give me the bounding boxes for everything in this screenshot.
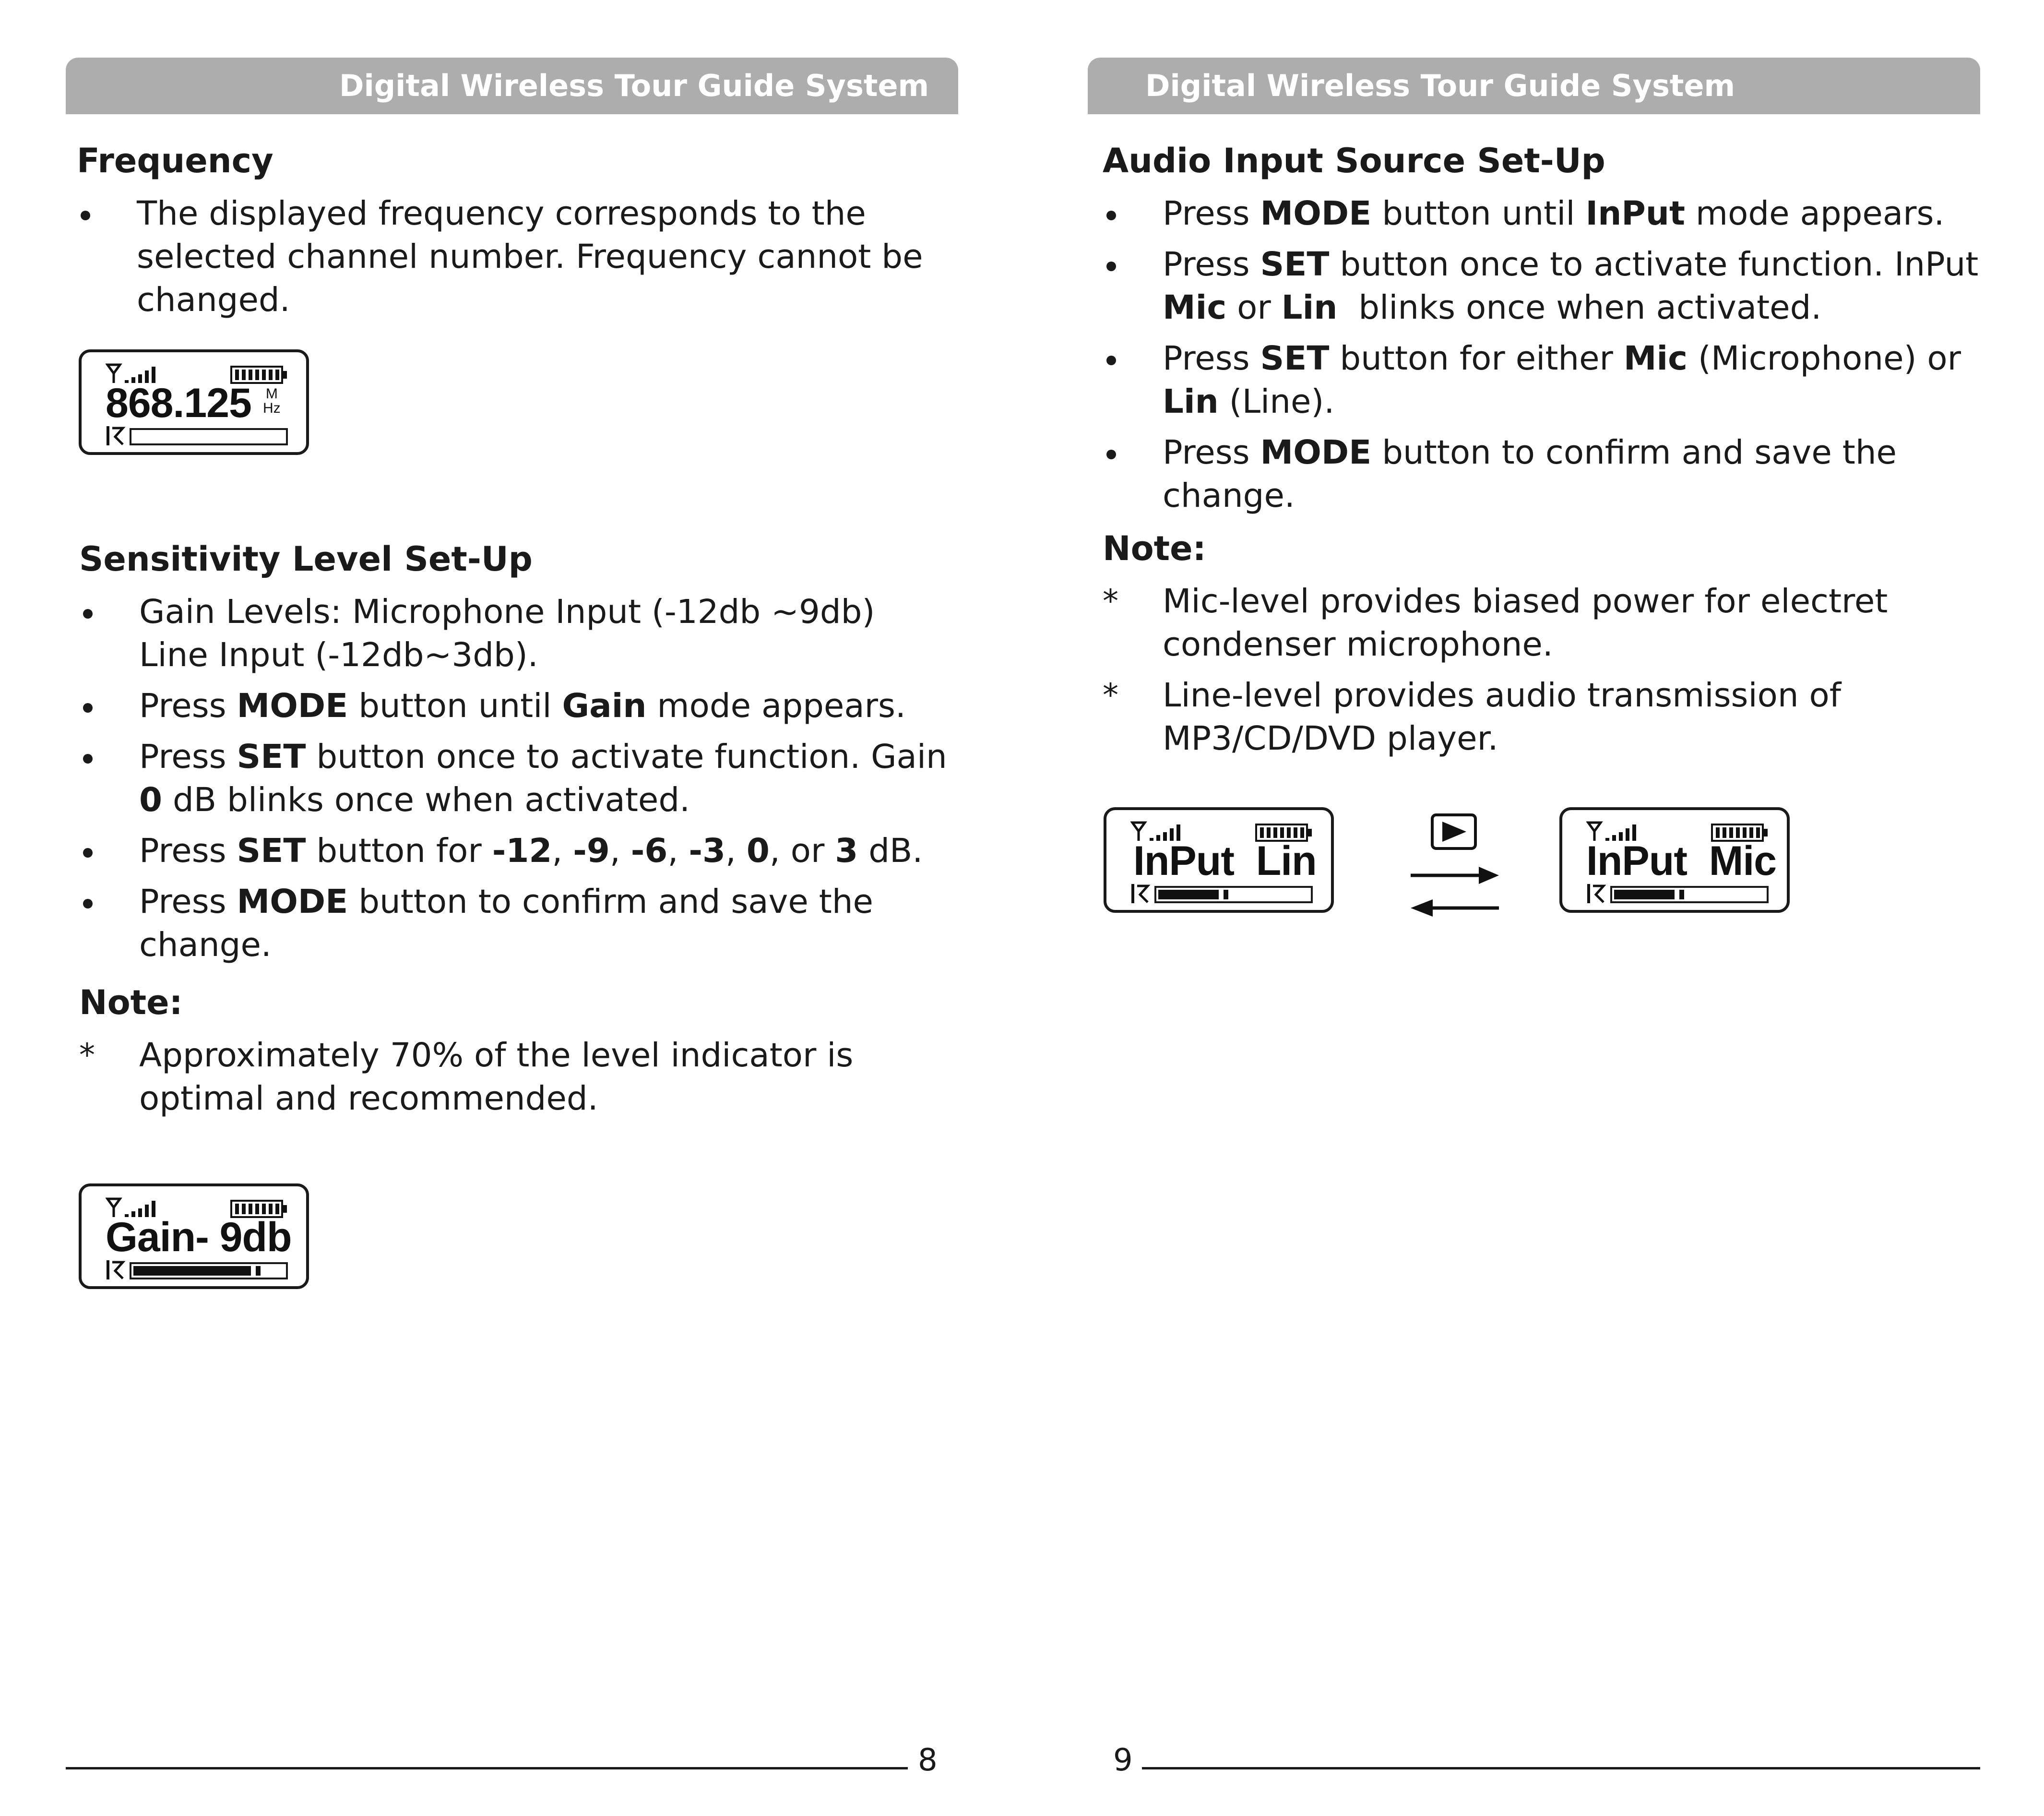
bullet-icon xyxy=(1106,356,1116,365)
sensitivity-bullet-set-activate: Press SET button once to activate function. Gain 0 dB blinks once when activated. xyxy=(79,735,972,822)
footer-rule xyxy=(66,1767,908,1769)
level-bar xyxy=(1154,886,1313,903)
gain-display xyxy=(79,1183,309,1289)
sensitivity-bullet-gain-levels: Gain Levels: Microphone Input (-12db ~9db) Line Input (-12db~3db). xyxy=(79,590,972,677)
page-header: Digital Wireless Tour Guide System xyxy=(66,58,958,114)
bullet-icon xyxy=(81,211,90,220)
level-meter-icon xyxy=(106,1259,126,1280)
frequency-display xyxy=(79,349,309,455)
sensitivity-section xyxy=(79,538,972,1128)
level-meter-icon xyxy=(106,425,126,446)
frequency-unit: M Hz xyxy=(263,386,281,416)
page-number: 8 xyxy=(918,1743,938,1778)
play-button-icon xyxy=(1432,815,1475,848)
note-title: Note: xyxy=(1103,529,1206,568)
sensitivity-bullet-mode: Press MODE button until Gain mode appears. xyxy=(79,684,972,728)
input-lin-readout: InPut Lin xyxy=(1133,838,1317,884)
page-number: 9 xyxy=(1113,1743,1133,1778)
level-peak-tick xyxy=(256,1266,261,1276)
bullet-icon xyxy=(1106,262,1116,271)
level-bar-fill xyxy=(133,1266,251,1276)
swap-arrows-icon xyxy=(1396,811,1511,926)
page-header: Digital Wireless Tour Guide System xyxy=(1088,58,1980,114)
note-item-mic: * Mic-level provides biased power for electret condenser microphone. xyxy=(1103,582,1888,664)
level-bar xyxy=(130,428,288,445)
bullet-icon xyxy=(83,848,93,858)
page-9 xyxy=(1022,0,2044,1816)
note-title: Note: xyxy=(79,983,183,1022)
audio-bullet-confirm: Press MODE button to confirm and save the change. xyxy=(1103,431,1995,517)
input-mic-readout: InPut Mic xyxy=(1586,838,1777,884)
frequency-title: Frequency xyxy=(77,141,273,180)
audio-bullet-set-select: Press SET button for either Mic (Microphone) or Lin (Line). xyxy=(1103,337,1995,423)
level-bar-fill xyxy=(1158,890,1219,899)
bullet-icon xyxy=(83,899,93,908)
audio-bullet-set-activate: Press SET button once to activate function. InPut Mic or Lin blinks once when activated. xyxy=(1103,243,1995,329)
audio-input-title: Audio Input Source Set-Up xyxy=(1103,141,1605,180)
gain-readout: Gain- 9db xyxy=(106,1214,292,1260)
footer-rule xyxy=(1142,1767,1980,1769)
bullet-icon xyxy=(83,754,93,764)
level-peak-tick xyxy=(1224,890,1228,899)
bullet-icon xyxy=(1106,211,1116,220)
page-content xyxy=(77,139,969,329)
level-bar-fill xyxy=(1614,890,1675,899)
bullet-icon xyxy=(1106,450,1116,459)
level-meter-icon xyxy=(1130,883,1151,904)
level-bar xyxy=(130,1262,288,1279)
note-item-line: * Line-level provides audio transmission of MP3/CD/DVD player. xyxy=(1103,676,1842,758)
bullet-icon xyxy=(83,609,93,619)
level-meter-icon xyxy=(1586,883,1606,904)
sensitivity-title: Sensitivity Level Set-Up xyxy=(79,539,533,579)
input-mic-display xyxy=(1559,807,1790,913)
audio-bullet-mode: Press MODE button until InPut mode appears. xyxy=(1103,192,1995,235)
note-item: * Approximately 70% of the level indicator is optimal and recommended. xyxy=(79,1036,854,1118)
level-bar xyxy=(1610,886,1769,903)
bullet-icon xyxy=(83,703,93,713)
sensitivity-bullet-set-values: Press SET button for -12, -9, -6, -3, 0, or 3 dB. xyxy=(79,829,972,872)
level-peak-tick xyxy=(1679,890,1684,899)
audio-section xyxy=(1103,139,1995,768)
input-lin-display xyxy=(1104,807,1334,913)
sensitivity-bullet-confirm: Press MODE button to confirm and save the change. xyxy=(79,880,972,967)
frequency-readout: 868.125 xyxy=(106,380,251,426)
frequency-bullet: The displayed frequency corresponds to the selected channel number. Frequency cannot be changed. xyxy=(77,192,969,322)
